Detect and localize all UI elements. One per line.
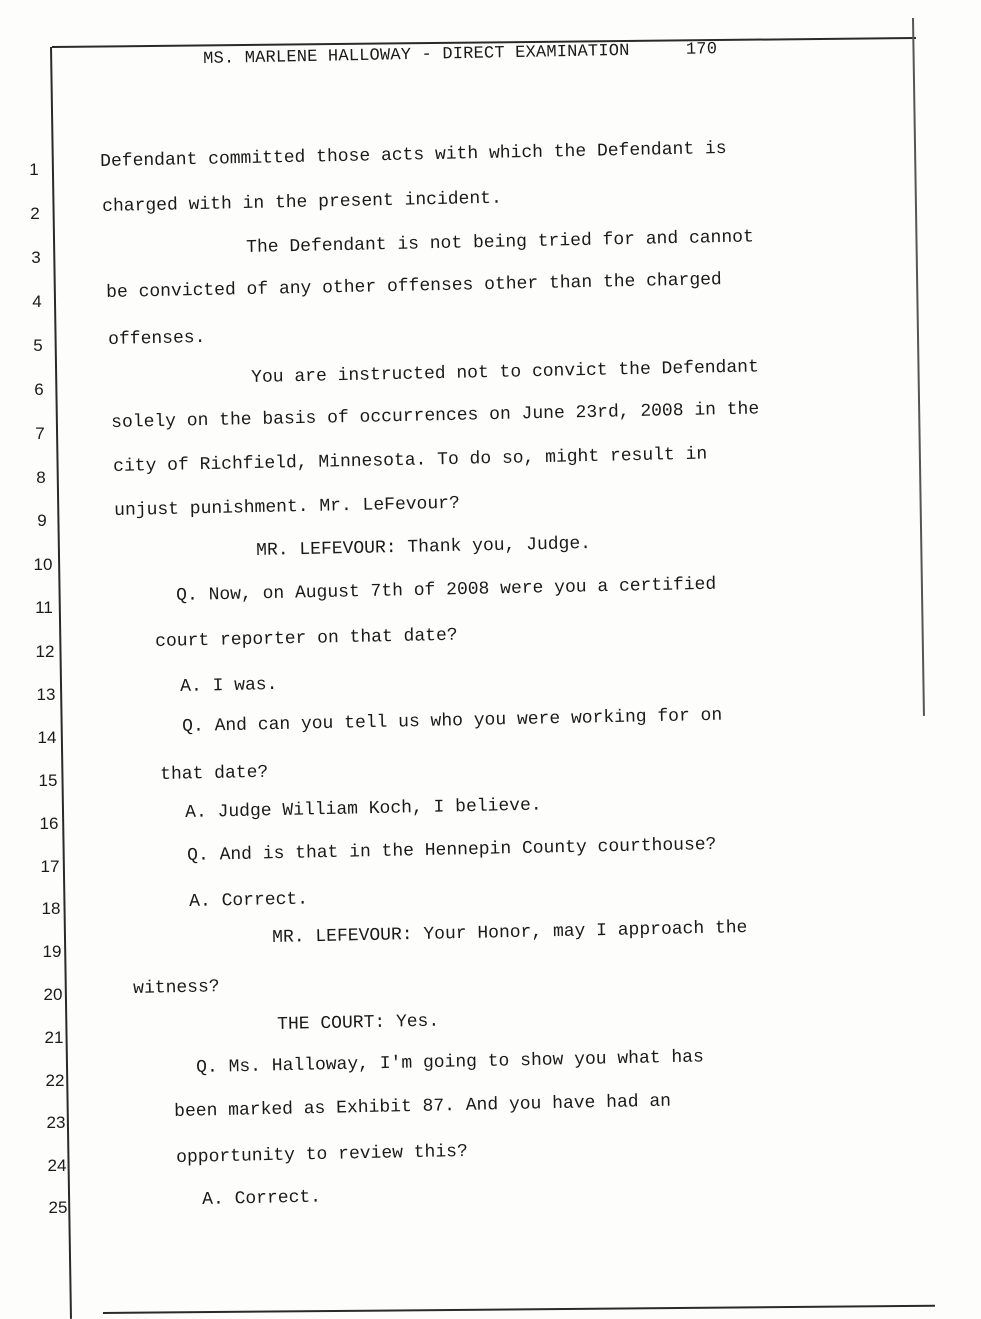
transcript-line: be convicted of any other offenses other than the charged xyxy=(106,270,722,303)
transcript-line: Q. And can you tell us who you were working for on xyxy=(182,705,723,737)
header-title: MS. MARLENE HALLOWAY - DIRECT EXAMINATION xyxy=(203,41,630,69)
transcript-line: A. Judge William Koch, I believe. xyxy=(185,795,542,823)
line-number: 10 xyxy=(33,555,53,574)
transcript-line: solely on the basis of occurrences on June 23rd, 2008 in the xyxy=(111,399,760,433)
transcript-line: charged with in the present incident. xyxy=(102,188,503,217)
transcript-line: A. Correct. xyxy=(189,889,309,912)
line-number: 9 xyxy=(37,511,47,530)
line-number: 2 xyxy=(30,204,40,223)
transcript-line: witness? xyxy=(133,977,220,999)
line-number: 24 xyxy=(47,1156,67,1175)
transcript-line: city of Richfield, Minnesota. To do so, might result in xyxy=(113,444,708,477)
line-number: 8 xyxy=(36,468,46,487)
transcript-line: offenses. xyxy=(108,327,206,350)
transcript-line: THE COURT: Yes. xyxy=(277,1011,440,1035)
transcript-line: Q. Ms. Halloway, I'm going to show you what has xyxy=(196,1047,704,1078)
transcript-line: Defendant committed those acts with which the Defendant is xyxy=(100,138,727,172)
line-number: 5 xyxy=(33,336,43,355)
page-border-bottom xyxy=(103,1305,935,1314)
line-number: 1 xyxy=(29,160,39,179)
line-number: 11 xyxy=(35,598,53,617)
line-number: 6 xyxy=(34,380,44,399)
transcript-line: MR. LEFEVOUR: Your Honor, may I approach the xyxy=(272,918,748,948)
line-number: 7 xyxy=(35,424,45,443)
transcript-line: opportunity to review this? xyxy=(176,1141,469,1168)
transcript-line: A. Correct. xyxy=(202,1187,322,1210)
page-border-right xyxy=(912,18,924,716)
line-number: 17 xyxy=(40,857,60,876)
line-number: 18 xyxy=(41,899,61,918)
transcript-line: You are instructed not to convict the Defendant xyxy=(251,357,759,388)
line-number: 14 xyxy=(37,728,57,747)
line-number: 4 xyxy=(32,292,42,311)
transcript-line: Q. Now, on August 7th of 2008 were you a certified xyxy=(176,574,717,606)
transcript-line: that date? xyxy=(160,762,269,785)
line-number: 23 xyxy=(46,1113,66,1132)
line-number: 15 xyxy=(38,771,58,790)
line-number: 19 xyxy=(42,942,62,961)
transcript-line: MR. LEFEVOUR: Thank you, Judge. xyxy=(256,533,592,561)
line-number: 20 xyxy=(43,985,63,1004)
transcript-line: Q. And is that in the Hennepin County courthouse? xyxy=(187,834,717,866)
line-number: 16 xyxy=(39,814,59,833)
page-number: 170 xyxy=(685,40,718,60)
line-number: 3 xyxy=(31,248,41,267)
transcript-line: The Defendant is not being tried for and cannot xyxy=(246,227,754,258)
line-number: 22 xyxy=(45,1071,65,1090)
transcript-line: court reporter on that date? xyxy=(155,625,458,652)
line-number: 25 xyxy=(48,1198,68,1217)
transcript-line: A. I was. xyxy=(180,674,278,697)
line-number: 13 xyxy=(36,685,56,704)
transcript-line: been marked as Exhibit 87. And you have had an xyxy=(174,1091,672,1122)
line-number: 12 xyxy=(35,642,55,661)
transcript-line: unjust punishment. Mr. LeFevour? xyxy=(114,493,460,521)
line-number: 21 xyxy=(44,1028,64,1047)
